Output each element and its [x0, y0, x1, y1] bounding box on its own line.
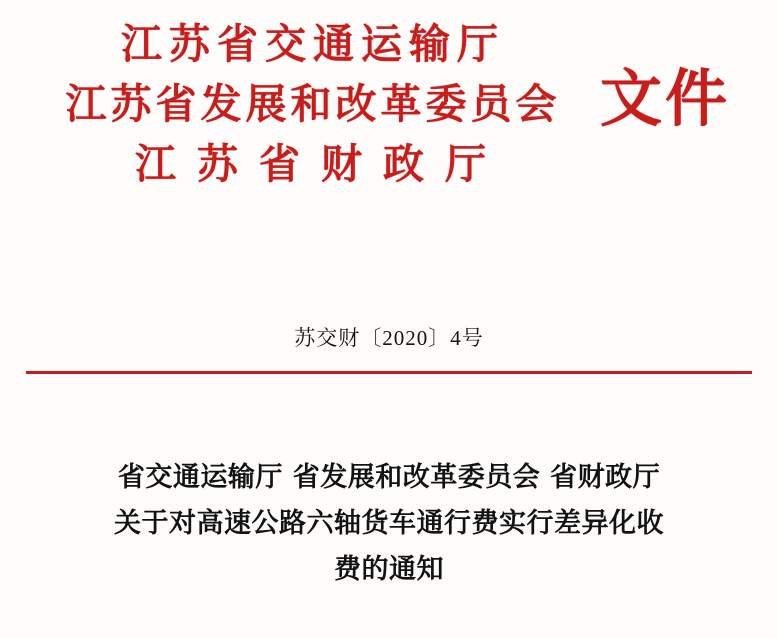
issuing-agency-line-2: 江苏省发展和改革委员会	[65, 80, 561, 128]
document-word-label: 文件	[600, 62, 731, 135]
document-title-line-1: 省交通运输厅 省发展和改革委员会 省财政厅	[117, 462, 661, 493]
issuing-agency-line-3: 江苏省财政厅	[135, 140, 507, 188]
issuing-agencies	[18, 8, 608, 188]
red-separator-rule	[26, 371, 752, 374]
document-title-line-3: 费的通知	[334, 554, 444, 585]
document-title	[26, 455, 752, 593]
document-title-line-2: 关于对高速公路六轴货车通行费实行差异化收	[114, 508, 664, 539]
document-number: 苏交财〔2020〕4号	[294, 326, 484, 350]
issuing-agency-line-1: 江苏省交通运输厅	[121, 20, 505, 68]
letterhead-masthead	[0, 0, 778, 240]
